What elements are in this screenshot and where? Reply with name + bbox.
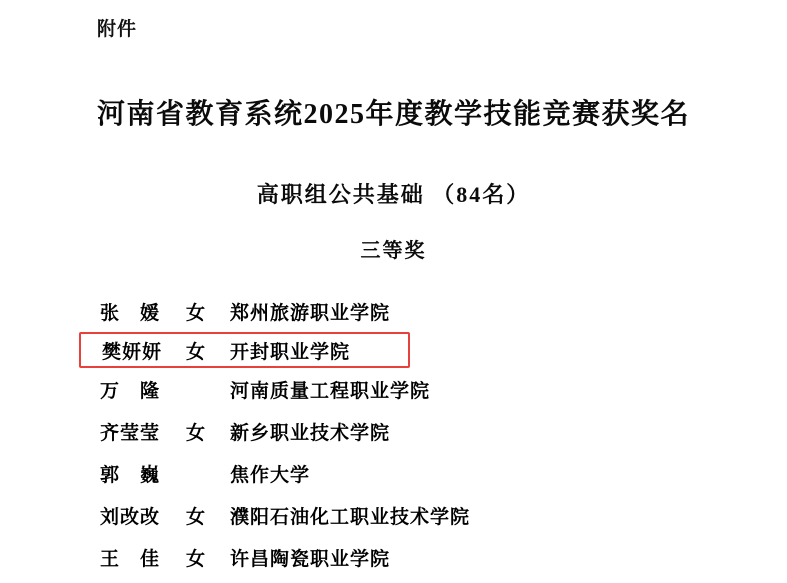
- entry-organization: 新乡职业技术学院: [230, 422, 391, 444]
- entry-gender: 女: [186, 341, 207, 363]
- entry-organization: 河南质量工程职业学院: [230, 380, 431, 402]
- entry-name: 郭 巍: [100, 464, 161, 486]
- list-item: [0, 290, 787, 332]
- entry-organization: 许昌陶瓷职业学院: [230, 548, 391, 570]
- entry-organization: 开封职业学院: [230, 341, 351, 363]
- list-item: [0, 452, 787, 494]
- entry-name: 齐莹莹: [100, 422, 161, 444]
- list-item: [0, 410, 787, 452]
- entry-name: 万 隆: [100, 380, 161, 402]
- list-item: [0, 536, 787, 578]
- list-item-highlighted: [79, 332, 410, 368]
- document-subtitle: 高职组公共基础 （84名）: [256, 182, 531, 207]
- award-section-heading: 三等奖: [360, 240, 427, 262]
- entry-name: 王 佳: [100, 548, 161, 570]
- entry-organization: 焦作大学: [230, 464, 311, 486]
- list-item: [0, 494, 787, 536]
- attachment-label: 附件: [97, 19, 138, 40]
- entry-organization: 濮阳石油化工职业技术学院: [230, 506, 471, 528]
- entry-name: 刘改改: [100, 506, 161, 528]
- entry-gender: 女: [186, 548, 207, 570]
- entry-name: 樊妍妍: [102, 341, 163, 363]
- entry-organization: 郑州旅游职业学院: [230, 302, 391, 324]
- entry-name: 张 媛: [100, 302, 161, 324]
- document-title: 河南省教育系统2025年度教学技能竞赛获奖名: [96, 99, 690, 130]
- entry-gender: 女: [186, 302, 207, 324]
- list-item: [0, 368, 787, 410]
- entry-gender: 女: [186, 422, 207, 444]
- entry-gender: 女: [186, 506, 207, 528]
- award-entry-list: [0, 290, 787, 578]
